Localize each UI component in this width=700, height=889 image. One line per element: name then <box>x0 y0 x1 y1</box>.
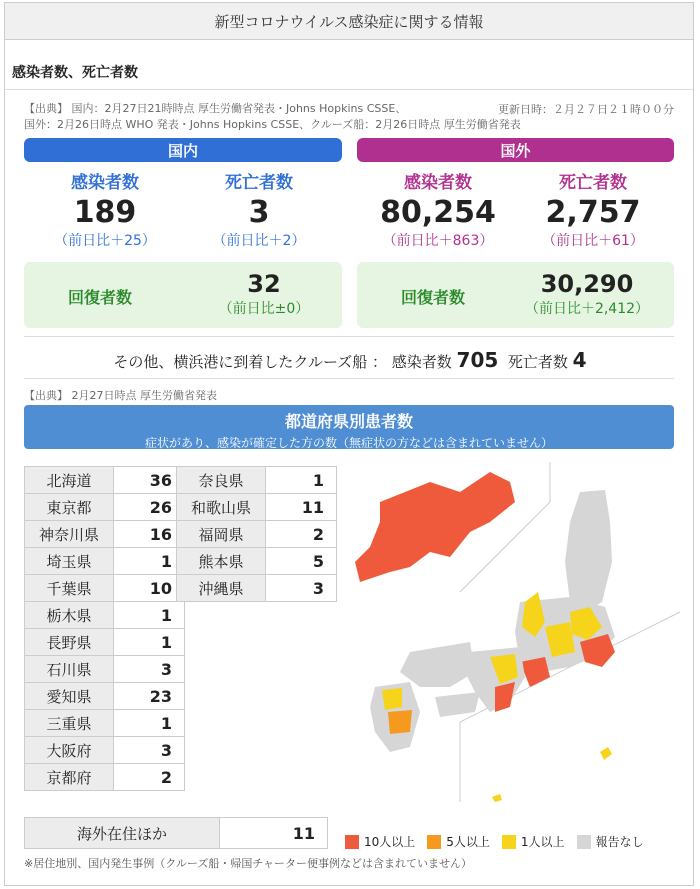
prefecture-count: 3 <box>114 737 185 764</box>
overseas-deaths-delta: （前日比＋61） <box>542 233 644 249</box>
prefecture-name: 沖縄県 <box>177 575 266 602</box>
divider <box>24 378 674 379</box>
domestic-cases-value: 189 <box>73 195 137 230</box>
section-title: 感染者数、死亡者数 <box>12 65 138 81</box>
prefecture-name: 北海道 <box>25 467 114 494</box>
table-row <box>177 467 337 494</box>
overseas-deaths-label: 死亡者数 <box>559 173 627 193</box>
updated-time: 更新日時：２月２７日２１時００分 <box>498 103 674 116</box>
overseas-header: 国外 <box>357 138 674 162</box>
overseas-cases-label: 感染者数 <box>404 173 472 193</box>
map-legend <box>345 833 644 850</box>
cruise-cases: 705 <box>456 348 499 372</box>
legend-label: 5人以上 <box>446 835 490 849</box>
prefecture-name: 石川県 <box>25 656 114 683</box>
domestic-deaths-value: 3 <box>248 195 270 230</box>
domestic-deaths-delta: （前日比＋2） <box>212 233 306 249</box>
legend-item <box>345 833 415 850</box>
prefecture-name: 奈良県 <box>177 467 266 494</box>
prefecture-count: 1 <box>266 467 337 494</box>
legend-swatch <box>427 835 441 849</box>
source-line-1: 【出典】 国内：2月27日21時時点 厚生労働省発表・Johns Hopkins CSSE、 <box>24 102 407 115</box>
cruise-text: その他、横浜港に到着したクルーズ船 ： 感染者数 <box>113 353 452 371</box>
prefecture-count: 2 <box>266 521 337 548</box>
table-row <box>25 737 185 764</box>
prefecture-name: 千葉県 <box>25 575 114 602</box>
overseas-recovered <box>507 270 667 318</box>
okinawa-islands <box>492 794 502 802</box>
prefecture-name: 大阪府 <box>25 737 114 764</box>
table-row <box>177 494 337 521</box>
prefecture-count: 1 <box>114 548 185 575</box>
domestic-recovered <box>194 270 334 318</box>
overseas-residents-label: 海外在住ほか <box>25 818 220 849</box>
source-note <box>24 101 521 133</box>
divider <box>24 336 674 337</box>
prefecture-count: 23 <box>114 683 185 710</box>
overseas-deaths-value: 2,757 <box>545 195 641 230</box>
divider <box>5 89 693 90</box>
source-note-2: 【出典】 2月27日時点 厚生労働省発表 <box>24 389 217 402</box>
domestic-deaths-label: 死亡者数 <box>225 173 293 193</box>
domestic-cases <box>30 168 180 250</box>
prefecture-name: 栃木県 <box>25 602 114 629</box>
cruise-deaths: 4 <box>572 348 587 372</box>
aichi-region <box>520 657 550 687</box>
legend-item <box>502 833 565 850</box>
domestic-recovered-value: 32 <box>247 270 281 298</box>
overseas-recovered-box <box>357 262 674 328</box>
table-row <box>25 764 185 791</box>
cruise-ship-line <box>0 348 700 372</box>
shikoku-region <box>435 692 480 717</box>
prefecture-table-left <box>24 466 185 791</box>
legend-item <box>427 833 490 850</box>
prefecture-name: 三重県 <box>25 710 114 737</box>
prefecture-count: 1 <box>114 602 185 629</box>
table-row <box>25 818 328 849</box>
kumamoto-region <box>388 710 412 734</box>
overseas-residents-table <box>24 817 328 849</box>
prefecture-name: 東京都 <box>25 494 114 521</box>
cruise-deaths-label: 死亡者数 <box>507 353 568 371</box>
table-row <box>25 467 185 494</box>
overseas-cases-value: 80,254 <box>380 195 496 230</box>
legend-swatch <box>345 835 359 849</box>
domestic-cases-delta: （前日比＋25） <box>54 233 156 249</box>
prefecture-table-right <box>176 466 337 602</box>
prefecture-count: 11 <box>266 494 337 521</box>
overseas-residents-count: 11 <box>220 818 328 849</box>
domestic-recovered-label: 回復者数 <box>68 288 133 307</box>
prefectures-header <box>24 405 674 449</box>
legend-item <box>577 833 644 850</box>
domestic-recovered-box <box>24 262 342 328</box>
overseas-recovered-value: 30,290 <box>540 270 634 298</box>
prefecture-count: 16 <box>114 521 185 548</box>
fukuoka-region <box>382 688 402 710</box>
prefectures-title: 都道府県別患者数 <box>284 412 413 431</box>
prefecture-count: 2 <box>114 764 185 791</box>
hokkaido-region <box>355 472 515 582</box>
footnote: ※居住地別、国内発生事例（クルーズ船・帰国チャーター便事例などは含まれていません） <box>24 857 473 870</box>
table-row <box>177 521 337 548</box>
table-row <box>25 683 185 710</box>
prefecture-name: 京都府 <box>25 764 114 791</box>
legend-label: 1人以上 <box>520 835 565 849</box>
table-row <box>177 575 337 602</box>
table-row <box>25 710 185 737</box>
prefecture-name: 和歌山県 <box>177 494 266 521</box>
overseas-recovered-label: 回復者数 <box>401 288 466 307</box>
prefecture-count: 1 <box>114 710 185 737</box>
prefecture-count: 36 <box>114 467 185 494</box>
prefecture-name: 熊本県 <box>177 548 266 575</box>
table-row <box>25 656 185 683</box>
prefectures-subtitle: 症状があり、感染が確定した方の数（無症状の方などは含まれていません） <box>144 436 553 450</box>
table-row <box>25 602 185 629</box>
prefecture-count: 1 <box>114 629 185 656</box>
legend-swatch <box>502 835 516 849</box>
prefecture-name: 愛知県 <box>25 683 114 710</box>
okinawa-region <box>600 747 612 760</box>
domestic-recovered-delta: （前日比±0） <box>218 301 310 317</box>
wakayama-region <box>495 682 515 712</box>
tohoku-region <box>565 490 612 612</box>
prefecture-name: 神奈川県 <box>25 521 114 548</box>
legend-label: 報告なし <box>595 835 644 849</box>
overseas-cases <box>363 168 513 250</box>
table-row <box>25 494 185 521</box>
domestic-deaths <box>184 168 334 250</box>
japan-map <box>340 462 685 812</box>
table-row <box>177 548 337 575</box>
prefecture-count: 3 <box>114 656 185 683</box>
chugoku-region <box>400 642 475 687</box>
overseas-cases-delta: （前日比＋863） <box>382 233 494 249</box>
prefecture-name: 福岡県 <box>177 521 266 548</box>
source-line-2: 国外：2月26日時点 WHO 発表・Johns Hopkins CSSE、クルーズ船：2月26日時点 厚生労働省発表 <box>24 118 521 131</box>
legend-label: 10人以上 <box>364 835 416 849</box>
table-row <box>25 629 185 656</box>
prefecture-count: 3 <box>266 575 337 602</box>
prefecture-name: 長野県 <box>25 629 114 656</box>
table-row <box>25 521 185 548</box>
prefecture-count: 5 <box>266 548 337 575</box>
page-title: 新型コロナウイルス感染症に関する情報 <box>214 12 484 31</box>
overseas-recovered-delta: （前日比＋2,412） <box>524 301 650 317</box>
overseas-deaths <box>518 168 668 250</box>
prefecture-name: 埼玉県 <box>25 548 114 575</box>
page-header <box>5 3 693 40</box>
table-row <box>25 548 185 575</box>
prefecture-count: 26 <box>114 494 185 521</box>
domestic-cases-label: 感染者数 <box>71 173 139 193</box>
domestic-header: 国内 <box>24 138 342 162</box>
prefecture-count: 10 <box>114 575 185 602</box>
legend-swatch <box>577 835 591 849</box>
table-row <box>25 575 185 602</box>
